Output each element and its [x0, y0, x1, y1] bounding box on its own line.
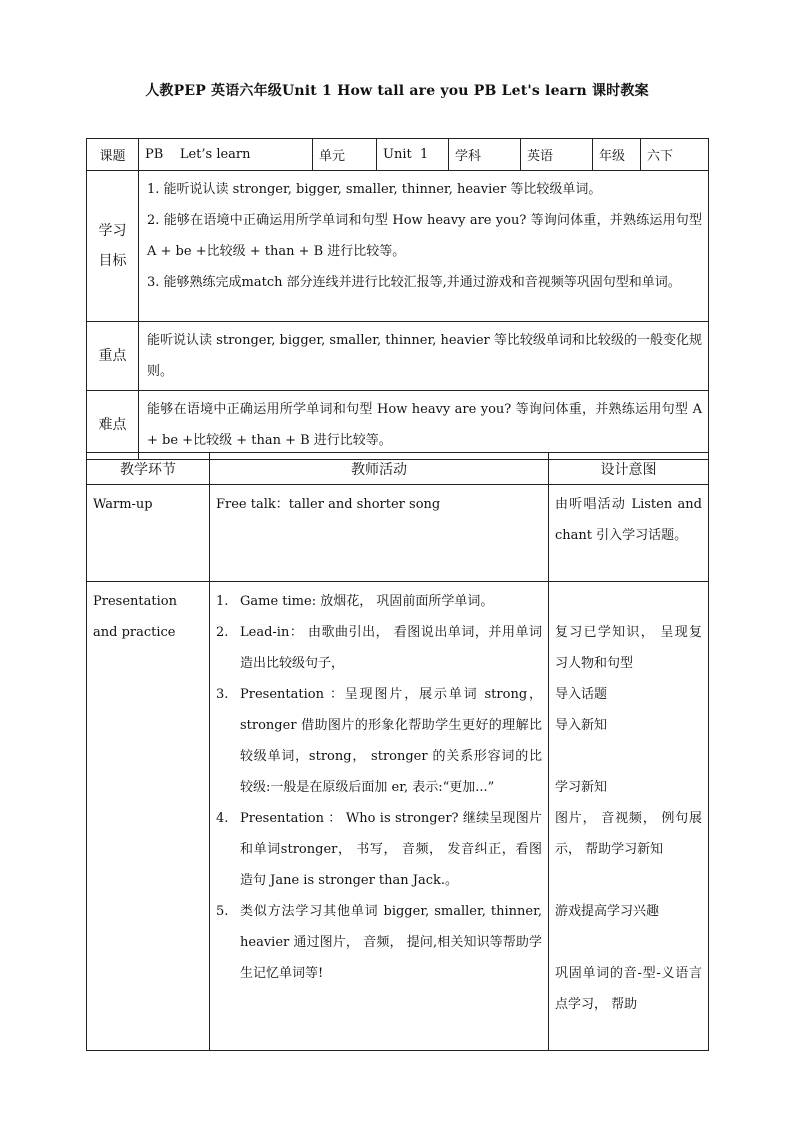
intent-item: 游戏提高学习兴趣	[555, 904, 660, 919]
grade-value: 六下	[641, 139, 709, 171]
objectives-content	[139, 171, 709, 322]
intent-item: 学习新知	[555, 780, 608, 795]
difficulties-row	[87, 391, 709, 460]
grade-label: 年级	[593, 139, 641, 171]
intent-item: 导入新知	[555, 718, 608, 733]
warmup-row	[87, 485, 709, 582]
unit-value: Unit 1	[377, 139, 449, 171]
list-item: 4. Presentation ： Who is stronger? 继续呈现图片和单词stronger， 书写， 音频， 发音纠正，看图造句 Jane is stronger than Jack.。	[216, 811, 542, 888]
warmup-intent: 由听唱活动 Listen and chant 引入学习话题。	[549, 485, 709, 582]
presentation-activities	[210, 582, 549, 1051]
key-points-row	[87, 322, 709, 391]
unit-label: 单元	[313, 139, 377, 171]
list-item: 2. Lead-in： 由歌曲引出， 看图说出单词，并用单词造出比较级句子，	[216, 625, 542, 671]
difficulties-label: 难点	[87, 391, 139, 460]
objective-item: 1. 能听说认读 stronger, bigger, smaller, thinner, heavier 等比较级单词。	[147, 182, 602, 197]
lesson-info-table	[86, 138, 709, 460]
objective-item: 3. 能够熟练完成match 部分连线并进行比较汇报等,并通过游戏和音视频等巩固句型和单词。	[147, 275, 681, 290]
key-points-label: 重点	[87, 322, 139, 391]
col-intent-header: 设计意图	[549, 453, 709, 485]
presentation-stage: Presentation and practice	[87, 582, 210, 1051]
list-item: 3. Presentation ：呈现图片，展示单词 strong，stronger 借助图片的形象化帮助学生更好的理解比较级单词，strong， stronger 的关系形容词的比较级:一般是在原级后面加 er, 表示:“更加...”	[216, 687, 542, 795]
presentation-row	[87, 582, 709, 1051]
warmup-activity: Free talk：taller and shorter song	[210, 485, 549, 582]
header-row	[87, 139, 709, 171]
teaching-plan-table	[86, 452, 709, 1051]
intent-item: 巩固单词的音-型-义语言点学习， 帮助	[555, 966, 702, 1012]
objective-item: 2. 能够在语境中正确运用所学单词和句型 How heavy are you? 等询问体重，并熟练运用句型 A + be +比较级 + than + B 进行比较等。	[147, 213, 702, 259]
subject-label: 学科	[449, 139, 521, 171]
topic-value: PB Let’s learn	[139, 139, 313, 171]
warmup-stage: Warm-up	[87, 485, 210, 582]
objectives-row	[87, 171, 709, 322]
list-item: 1. Game time: 放烟花， 巩固前面所学单词。	[216, 594, 494, 609]
col-stage-header: 教学环节	[87, 453, 210, 485]
presentation-intents	[549, 582, 709, 1051]
intent-item: 导入话题	[555, 687, 608, 702]
intent-item: 复习已学知识， 呈现复习人物和句型	[555, 625, 702, 671]
difficulties-text: 能够在语境中正确运用所学单词和句型 How heavy are you? 等询问体重，并熟练运用句型 A + be +比较级 + than + B 进行比较等。	[139, 391, 709, 460]
plan-header-row	[87, 453, 709, 485]
col-teacher-header: 教师活动	[210, 453, 549, 485]
objectives-label: 学习目标	[87, 171, 139, 322]
topic-label: 课题	[87, 139, 139, 171]
intent-item: 图片， 音视频， 例句展示， 帮助学习新知	[555, 811, 702, 857]
subject-value: 英语	[521, 139, 593, 171]
key-points-text: 能听说认读 stronger, bigger, smaller, thinner, heavier 等比较级单词和比较级的一般变化规则。	[139, 322, 709, 391]
page-title: 人教PEP 英语六年级Unit 1 How tall are you PB Let's learn 课时教案	[145, 83, 649, 99]
list-item: 5. 类似方法学习其他单词 bigger, smaller, thinner, heavier 通过图片， 音频， 提问,相关知识等帮助学生记忆单词等!	[216, 904, 542, 981]
